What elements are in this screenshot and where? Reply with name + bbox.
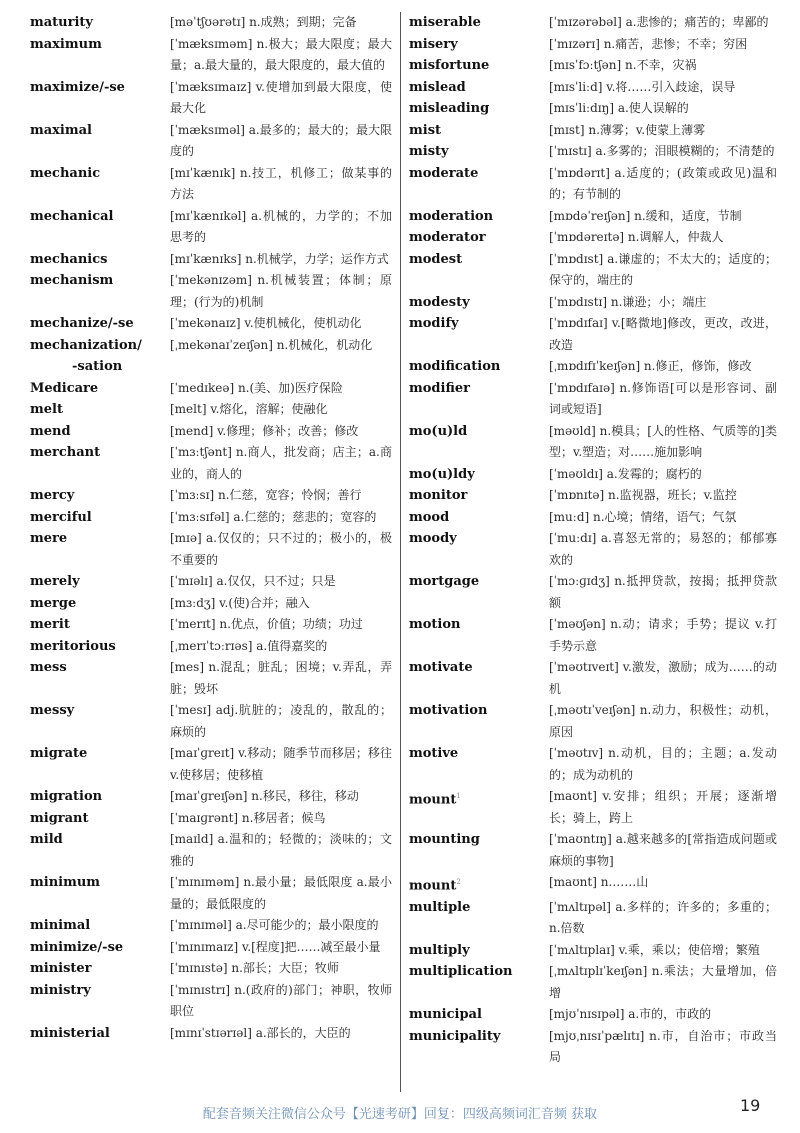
headword-text: maturity (30, 15, 93, 30)
dictionary-entry (30, 614, 392, 636)
headword-text: mortgage (409, 574, 480, 589)
definition: [ˈmɪstɪ] a.多雾的；泪眼模糊的；不清楚的 (549, 144, 775, 158)
dictionary-entry (30, 249, 392, 271)
dictionary-entry (409, 1004, 777, 1026)
headword (409, 571, 549, 614)
definition: [ˈmaɪɡrənt] n.移居者；候鸟 (170, 810, 326, 825)
dictionary-entry (409, 421, 777, 464)
definition: [ˈmuːdɪ] a.喜怒无常的；易怒的；郁郁寡欢的 (549, 531, 777, 567)
definition: [ˈmæksɪmaɪz] v.使增加到最大限度，使最大化 (170, 79, 392, 115)
dictionary-entry (409, 485, 777, 507)
headword (409, 961, 549, 1004)
headword-text: motivation (409, 703, 488, 718)
headword-text: maximum (30, 36, 102, 52)
dictionary-entry (409, 292, 777, 314)
headword (409, 249, 549, 292)
dictionary-entry (409, 120, 777, 142)
definition: [ˈməʊʃən] n.动；请求；手势；提议 v.打手势示意 (549, 617, 777, 653)
definition: [ˈmɪnɪstə] n.部长；大臣；牧师 (170, 961, 339, 975)
headword-text: merciful (30, 509, 92, 525)
definition: [maɪld] a.温和的；轻微的；淡味的；文雅的 (170, 832, 392, 868)
headword (30, 571, 170, 593)
headword (409, 12, 549, 34)
headword (30, 206, 170, 249)
dictionary-entry (30, 743, 392, 786)
headword (409, 657, 549, 700)
definition: [muːd] n.心境；情绪，语气；气氛 (549, 509, 737, 524)
headword (409, 940, 549, 962)
definition: [ˌmɒdɪfɪˈkeɪʃən] n.修正，修饰，修改 (549, 359, 752, 373)
headword-text: melt (30, 402, 63, 417)
headword-text: motion (409, 617, 461, 632)
headword (30, 34, 170, 77)
dictionary-entry (409, 12, 777, 34)
definition: [mɪsˈliːdɪŋ] a.使人误解的 (549, 101, 689, 115)
definition: [ˈmaʊntɪŋ] a.越来越多的[常指造成问题或麻烦的事物] (549, 832, 777, 868)
headword-text: multiply (409, 942, 470, 958)
definition: [ˈmɪzərɪ] n.痛苦，悲惨；不幸；穷困 (549, 36, 748, 51)
headword-text: merit (30, 617, 70, 632)
headword (409, 786, 549, 829)
definition: [mɪst] n.薄雾；v.使蒙上薄雾 (549, 122, 706, 137)
headword (30, 958, 170, 980)
headword-text: moderate (409, 165, 479, 181)
right-column (409, 12, 777, 1069)
definition: [ˈmɪəlɪ] a.仅仅，只不过；只是 (170, 574, 336, 588)
definition: [ˈmæksɪməl] a.最多的；最大的；最大限度的 (170, 122, 392, 158)
definition: [ˈmɪnɪməm] n.最小量；最低限度 a.最小量的；最低限度的 (170, 875, 392, 911)
dictionary-entry (409, 657, 777, 700)
headword (409, 485, 549, 507)
headword-text: migrant (30, 810, 89, 826)
headword (409, 34, 549, 56)
definition: [mɪnɪˈstɪərɪəl] a.部长的，大臣的 (170, 1025, 351, 1040)
dictionary-entry (409, 571, 777, 614)
headword (409, 528, 549, 571)
homonym-number: 2 (456, 878, 461, 886)
definition: [ˈmɪnɪmaɪz] v.[程度]把……减至最小量 (170, 939, 381, 954)
headword-text: misery (409, 36, 458, 52)
headword-text: motive (409, 746, 459, 761)
definition: [ˈmɜːsɪfəl] a.仁慈的；慈悲的；宽容的 (170, 509, 377, 524)
headword (409, 872, 549, 897)
definition: [mend] v.修理；修补；改善；修改 (170, 423, 359, 438)
headword (30, 829, 170, 872)
dictionary-entry (30, 528, 392, 571)
headword-text: maximal (30, 122, 92, 138)
dictionary-entry (30, 34, 392, 77)
dictionary-entry (30, 915, 392, 937)
definition: [ˈmɪnɪstrɪ] n.(政府的)部门；神职，牧师职位 (170, 982, 392, 1018)
headword (30, 636, 170, 658)
dictionary-entry (30, 378, 392, 400)
headword-text: mist (409, 122, 442, 138)
definition: [mes] n.混乱；脏乱；困境；v.弄乱，弄脏；毁坏 (170, 660, 392, 696)
dictionary-entry (30, 657, 392, 700)
headword (409, 1026, 549, 1069)
headword-text: migration (30, 789, 103, 804)
definition: [ˈmʌltɪpəl] a.多样的；许多的；多重的；n.倍数 (549, 899, 777, 936)
definition: [mjʊˈnɪsɪpəl] a.市的，市政的 (549, 1007, 712, 1022)
headword (30, 399, 170, 421)
dictionary-entry (30, 335, 392, 378)
headword (409, 378, 549, 421)
headword (409, 206, 549, 228)
headword (409, 1004, 549, 1026)
headword-text: multiple (409, 899, 471, 915)
headword-text: minister (30, 961, 92, 976)
headword (30, 743, 170, 786)
headword (30, 120, 170, 163)
headword (409, 120, 549, 142)
dictionary-entry (409, 313, 777, 356)
dictionary-entry (30, 571, 392, 593)
definition: [ˌmʌltɪplɪˈkeɪʃən] n.乘法；大量增加，倍增 (549, 964, 777, 1000)
dictionary-entry (30, 313, 392, 335)
definition: [maʊnt] n.……山 (549, 875, 649, 889)
headword-text: merchant (30, 445, 101, 460)
headword (409, 163, 549, 206)
definition: [ˈməʊtɪveɪt] v.激发，激励；成为……的动机 (549, 660, 777, 696)
headword (30, 12, 170, 34)
headword (30, 313, 170, 335)
headword (30, 507, 170, 529)
headword (409, 700, 549, 743)
definition: [ˈmɒnɪtə] n.监视器，班长；v.监控 (549, 488, 737, 502)
headword-text: mislead (409, 79, 466, 95)
definition: [maɪˈɡreɪt] v.移动；随季节而移居；移往 v.使移居；使移植 (170, 746, 392, 782)
headword-text: modesty (409, 294, 470, 310)
headword (409, 356, 549, 378)
dictionary-entry (409, 829, 777, 872)
headword (30, 270, 170, 313)
headword-text: maximize/-se (30, 79, 125, 95)
headword (409, 98, 549, 120)
footer-note: 配套音频关注微信公众号【光速考研】回复：四级高频词汇音频 获取 (202, 1107, 598, 1122)
dictionary-entry (409, 614, 777, 657)
definition: [ˈmɜːtʃənt] n.商人，批发商；店主；a.商业的，商人的 (170, 445, 392, 481)
left-column (30, 12, 392, 1044)
headword (409, 464, 549, 486)
dictionary-entry (409, 1026, 777, 1069)
headword-text: mo(u)ld (409, 423, 468, 439)
definition: [ˈmekənɪzəm] n.机械装置；体制；原理；(行为的)机制 (170, 273, 392, 309)
headword-text: messy (30, 703, 75, 718)
headword-text: modification (409, 359, 501, 374)
headword-text: mood (409, 509, 450, 525)
headword (409, 614, 549, 657)
dictionary-entry (409, 940, 777, 962)
headword-text: mo(u)ldy (409, 466, 475, 482)
definition: [ˈməʊldɪ] a.发霉的；腐朽的 (549, 466, 702, 481)
headword-text: multiplication (409, 964, 513, 980)
definition: [ˈmɒdɪstɪ] n.谦逊；小；端庄 (549, 294, 707, 309)
dictionary-entry (30, 120, 392, 163)
definition: [ˈmʌltɪplaɪ] v.乘，乘以；使倍增；繁殖 (549, 942, 760, 957)
dictionary-entry (30, 507, 392, 529)
headword (409, 743, 549, 786)
dictionary-entry (30, 980, 392, 1023)
definition: [mɪˈkænɪk] n.技工，机修工；做某事的方法 (170, 165, 392, 201)
definition: [ˈmæksɪməm] n.极大；最大限度；最大量；a.最大量的，最大限度的，最大值的 (170, 36, 392, 72)
headword (409, 421, 549, 464)
dictionary-entry (409, 77, 777, 99)
headword (30, 1023, 170, 1045)
headword (30, 485, 170, 507)
dictionary-entry (30, 872, 392, 915)
definition: [ˈmɒdərɪt] a.适度的；(政策或政见)温和的；有节制的 (549, 165, 777, 201)
dictionary-entry (30, 77, 392, 120)
definition: [ˈmɪzərəbəl] a.悲惨的；痛苦的；卑鄙的 (549, 15, 769, 29)
page-number: 19 (740, 1096, 761, 1115)
dictionary-entry (30, 12, 392, 34)
headword (30, 980, 170, 1023)
headword (30, 163, 170, 206)
dictionary-entry (409, 743, 777, 786)
headword-text: mere (30, 531, 68, 546)
headword-text: municipality (409, 1028, 501, 1044)
headword-text: modify (409, 316, 459, 331)
dictionary-entry (409, 872, 777, 897)
dictionary-entry (409, 34, 777, 56)
headword-text: mechanism (30, 273, 114, 288)
definition: [mɜːdʒ] v.(使)合并；融入 (170, 595, 310, 610)
dictionary-entry (30, 937, 392, 959)
definition: [ˈmekənaɪz] v.使机械化，使机动化 (170, 316, 362, 330)
definition: [ˈmɒdɪst] a.谦虚的；不太大的；适度的；保守的，端庄的 (549, 251, 777, 287)
headword (30, 700, 170, 743)
headword (409, 77, 549, 99)
definition: [mɒdəˈreɪʃən] n.缓和，适度，节制 (549, 208, 742, 223)
dictionary-entry (409, 55, 777, 77)
headword-text: minimum (30, 875, 101, 890)
headword-text: misty (409, 144, 449, 159)
headword (30, 421, 170, 443)
column-divider (400, 12, 401, 1092)
dictionary-entry (409, 378, 777, 421)
dictionary-entry (30, 593, 392, 615)
headword (30, 378, 170, 400)
definition: [maɪˈɡreɪʃən] n.移民，移往，移动 (170, 789, 359, 803)
headword-text: motivate (409, 660, 473, 675)
headword-text: mounting (409, 832, 480, 847)
headword (409, 141, 549, 163)
headword-text: merely (30, 574, 80, 589)
definition: [ˈmɔːɡɪdʒ] n.抵押贷款，按揭；抵押贷款额 (549, 574, 777, 610)
headword-text: minimal (30, 918, 91, 933)
dictionary-entry (30, 1023, 392, 1045)
definition: [ˌmerɪˈtɔːrɪəs] a.值得嘉奖的 (170, 638, 328, 653)
dictionary-entry (30, 206, 392, 249)
dictionary-entry (30, 700, 392, 743)
dictionary-entry (30, 786, 392, 808)
headword-text: mechanical (30, 208, 114, 224)
definition: [mɪsˈfɔːtʃən] n.不幸，灾祸 (549, 58, 697, 72)
dictionary-entry (30, 485, 392, 507)
dictionary-entry (30, 399, 392, 421)
dictionary-entry (30, 958, 392, 980)
headword-text: Medicare (30, 380, 99, 396)
headword-text: minimize/-se (30, 939, 124, 955)
headword (409, 55, 549, 77)
headword (30, 77, 170, 120)
headword (409, 897, 549, 940)
definition: [mjʊˌnɪsɪˈpælɪtɪ] n.市，自治市；市政当局 (549, 1028, 777, 1065)
definition: [maʊnt] v.安排；组织；开展；逐渐增长；骑上，跨上 (549, 789, 777, 825)
headword-text: mechanics (30, 251, 108, 267)
headword (30, 657, 170, 700)
headword (30, 808, 170, 830)
headword (30, 872, 170, 915)
headword-text: mount (409, 878, 457, 894)
headword (30, 249, 170, 271)
headword (30, 442, 170, 485)
headword-text: misleading (409, 101, 490, 116)
headword (409, 829, 549, 872)
definition: [ˈmesɪ] adj.肮脏的；凌乱的，散乱的；麻烦的 (170, 703, 392, 739)
dictionary-entry (30, 808, 392, 830)
dictionary-entry (409, 206, 777, 228)
homonym-number: 1 (456, 792, 461, 800)
definition: [ˈmɜːsɪ] n.仁慈，宽容；怜悯；善行 (170, 488, 362, 502)
headword (409, 227, 549, 249)
definition: [ˈmɒdɪfaɪ] v.[略微地]修改，更改，改进，改造 (549, 316, 777, 352)
headword-text: mend (30, 423, 71, 439)
headword (409, 292, 549, 314)
definition: [ˌməʊtɪˈveɪʃən] n.动力，积极性；动机，原因 (549, 703, 777, 739)
dictionary-entry (409, 897, 777, 940)
headword-text: mess (30, 660, 67, 675)
dictionary-entry (409, 507, 777, 529)
definition: [mɪˈkænɪks] n.机械学，力学；运作方式 (170, 251, 389, 266)
definition: [ˈmɪnɪməl] a.尽可能少的；最小限度的 (170, 918, 379, 932)
dictionary-entry (30, 270, 392, 313)
headword-text: mechanic (30, 165, 101, 181)
headword (30, 937, 170, 959)
headword (30, 335, 170, 378)
headword-text: meritorious (30, 638, 116, 654)
definition: [ˌmekənaɪˈzeɪʃən] n.机械化，机动化 (170, 337, 373, 352)
definition: [ˈməʊtɪv] n.动机，目的；主题；a.发动的；成为动机的 (549, 746, 777, 782)
definition: [ˈmɒdɪfaɪə] n.修饰语[可以是形容词、副词或短语] (549, 380, 777, 416)
headword-text: ministry (30, 982, 91, 998)
dictionary-entry (409, 786, 777, 829)
definition: [mɪə] a.仅仅的；只不过的；极小的，极不重要的 (170, 531, 392, 567)
headword-text: mild (30, 832, 63, 847)
dictionary-entry (30, 636, 392, 658)
dictionary-entry (409, 141, 777, 163)
headword-text: merge (30, 595, 77, 611)
dictionary-entry (30, 829, 392, 872)
headword (30, 786, 170, 808)
headword (30, 528, 170, 571)
headword (30, 915, 170, 937)
definition: [melt] v.熔化，溶解；使融化 (170, 402, 328, 416)
dictionary-entry (409, 700, 777, 743)
headword (30, 614, 170, 636)
dictionary-entry (409, 356, 777, 378)
headword-text: moderation (409, 208, 494, 224)
headword (409, 507, 549, 529)
headword-text: mount (409, 792, 457, 808)
headword-text: monitor (409, 488, 468, 503)
headword-text: ministerial (30, 1025, 110, 1041)
dictionary-entry (409, 528, 777, 571)
headword-text: mercy (30, 488, 75, 503)
definition: [ˈmerɪt] n.优点，价值；功绩；功过 (170, 617, 363, 631)
headword-text: municipal (409, 1007, 482, 1023)
headword-text: miserable (409, 15, 481, 30)
headword-text: moody (409, 531, 457, 546)
headword-continuation: -sation (72, 359, 123, 374)
definition: [ˈmedɪkeə] n.(美、加)医疗保险 (170, 380, 343, 395)
headword-text: modifier (409, 380, 471, 396)
definition: [ˈmɒdəreɪtə] n.调解人，仲裁人 (549, 230, 724, 244)
dictionary-entry (409, 961, 777, 1004)
headword-text: migrate (30, 746, 88, 761)
definition: [mɪˈkænɪkəl] a.机械的，力学的；不加思考的 (170, 208, 392, 244)
definition: [mɪsˈliːd] v.将……引入歧途，误导 (549, 79, 736, 94)
dictionary-entry (409, 249, 777, 292)
dictionary-entry (409, 163, 777, 206)
headword-text: moderator (409, 230, 486, 245)
headword-text: mechanization/ (30, 337, 142, 353)
dictionary-entry (30, 421, 392, 443)
dictionary-entry (409, 98, 777, 120)
headword-text: mechanize/-se (30, 316, 134, 331)
dictionary-entry (409, 464, 777, 486)
headword-text: modest (409, 251, 463, 267)
dictionary-entry (30, 163, 392, 206)
headword-text: misfortune (409, 58, 490, 73)
dictionary-entry (30, 442, 392, 485)
definition: [məʊld] n.模具；[人的性格、气质等的]类型；v.塑造；对……施加影响 (549, 423, 777, 459)
dictionary-entry (409, 227, 777, 249)
definition: [məˈtʃʊərətɪ] n.成熟；到期；完备 (170, 15, 357, 29)
headword (30, 593, 170, 615)
headword (409, 313, 549, 356)
